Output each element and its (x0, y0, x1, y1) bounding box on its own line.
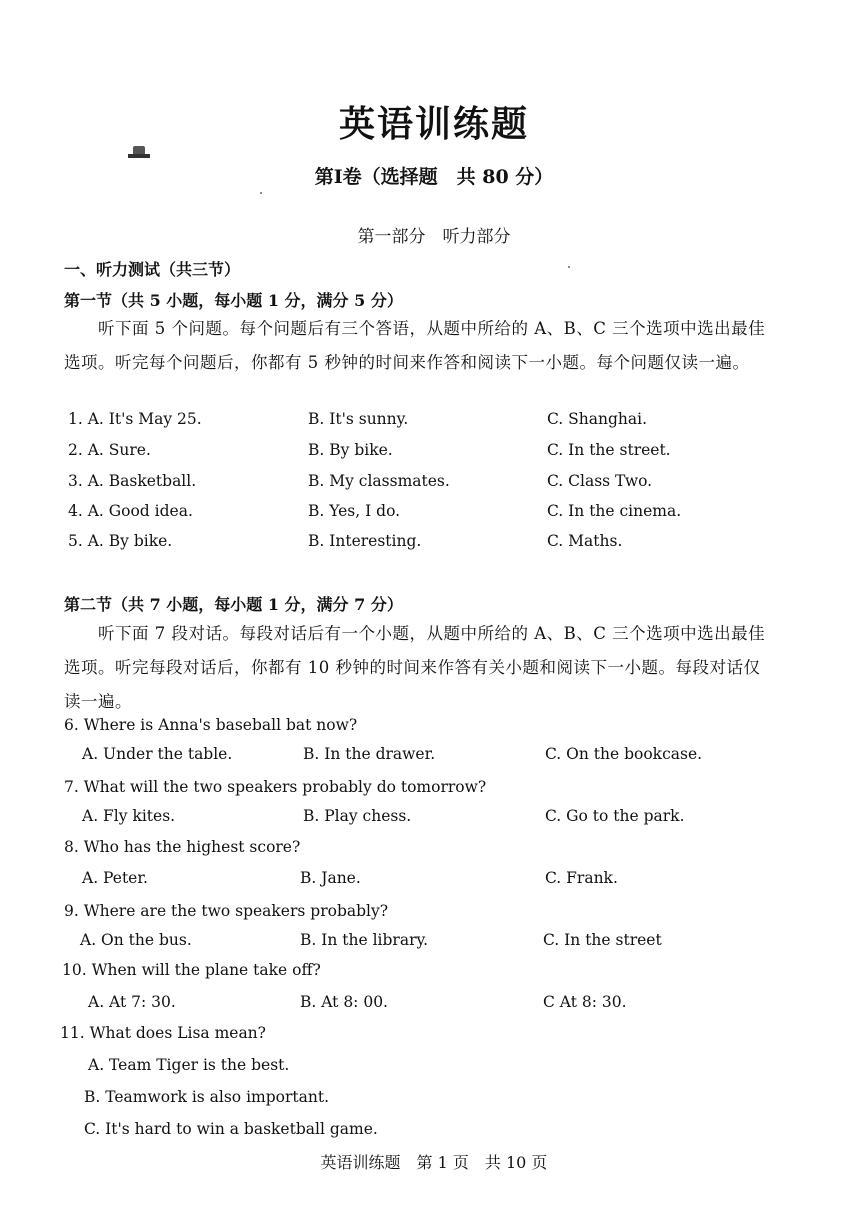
item-3-option-a: 3. A. Basketball. (68, 472, 197, 490)
question-6-text: 6. Where is Anna's baseball bat now? (64, 716, 358, 734)
speck-mark (568, 266, 570, 268)
question-7-option-b: B. Play chess. (303, 807, 412, 825)
question-6-option-a: A. Under the table. (82, 745, 233, 763)
stamp-mark-icon (128, 146, 150, 158)
volume-heading: 第Ⅰ卷（选择题 共 80 分） (314, 166, 554, 188)
section2-instructions: 听下面 7 段对话。每段对话后有一个小题，从题中所给的 A、B、C 三个选项中选出最佳选项。听完每段对话后，你都有 10 秒钟的时间来作答有关小题和阅读下一小题。每段对话仅读一遍。 (64, 624, 766, 711)
question-7-option-c: C. Go to the park. (545, 807, 685, 825)
question-11-option-a: A. Team Tiger is the best. (88, 1056, 290, 1074)
page-footer: 英语训练题 第 1 页 共 10 页 (320, 1153, 548, 1172)
item-4-option-a: 4. A. Good idea. (68, 502, 193, 520)
item-1-option-c: C. Shanghai. (547, 410, 648, 428)
listening-heading: 一、听力测试（共三节） (64, 260, 241, 279)
question-6-option-b: B. In the drawer. (303, 745, 436, 763)
item-5-option-a: 5. A. By bike. (68, 532, 173, 550)
item-3-option-b: B. My classmates. (308, 472, 450, 490)
question-9-option-c: C. In the street (543, 931, 662, 949)
question-9-text: 9. Where are the two speakers probably? (64, 902, 389, 920)
item-4-option-b: B. Yes, I do. (308, 502, 401, 520)
section2-heading: 第二节（共 7 小题，每小题 1 分，满分 7 分） (64, 595, 403, 614)
section1-heading: 第一节（共 5 小题，每小题 1 分，满分 5 分） (64, 291, 403, 310)
item-2-option-c: C. In the street. (547, 441, 671, 459)
question-7-option-a: A. Fly kites. (82, 807, 176, 825)
item-5-option-b: B. Interesting. (308, 532, 422, 550)
question-10-option-c: C At 8: 30. (543, 993, 627, 1011)
question-10-option-b: B. At 8: 00. (300, 993, 388, 1011)
section1-instructions: 听下面 5 个问题。每个问题后有三个答语，从题中所给的 A、B、C 三个选项中选出最佳选项。听完每个问题后，你都有 5 秒钟的时间来作答和阅读下一小题。每个问题仅读一遍。 (64, 319, 766, 372)
item-1-option-b: B. It's sunny. (308, 410, 409, 428)
question-10-text: 10. When will the plane take off? (62, 961, 321, 979)
question-9-option-b: B. In the library. (300, 931, 429, 949)
question-6-option-c: C. On the bookcase. (545, 745, 703, 763)
question-7-text: 7. What will the two speakers probably do tomorrow? (64, 778, 487, 796)
question-11-option-b: B. Teamwork is also important. (84, 1088, 329, 1106)
item-2-option-b: B. By bike. (308, 441, 393, 459)
item-3-option-c: C. Class Two. (547, 472, 653, 490)
item-2-option-a: 2. A. Sure. (68, 441, 151, 459)
item-4-option-c: C. In the cinema. (547, 502, 682, 520)
question-11-option-c: C. It's hard to win a basketball game. (84, 1120, 378, 1138)
speck-mark (260, 192, 262, 194)
question-8-option-b: B. Jane. (300, 869, 361, 887)
question-8-text: 8. Who has the highest score? (64, 838, 301, 856)
question-8-option-a: A. Peter. (82, 869, 148, 887)
page-title: 英语训练题 (338, 103, 529, 145)
part-heading: 第一部分 听力部分 (357, 227, 511, 247)
item-5-option-c: C. Maths. (547, 532, 623, 550)
question-9-option-a: A. On the bus. (80, 931, 192, 949)
item-1-option-a: 1. A. It's May 25. (68, 410, 202, 428)
question-11-text: 11. What does Lisa mean? (60, 1024, 266, 1042)
question-10-option-a: A. At 7: 30. (88, 993, 176, 1011)
question-8-option-c: C. Frank. (545, 869, 618, 887)
